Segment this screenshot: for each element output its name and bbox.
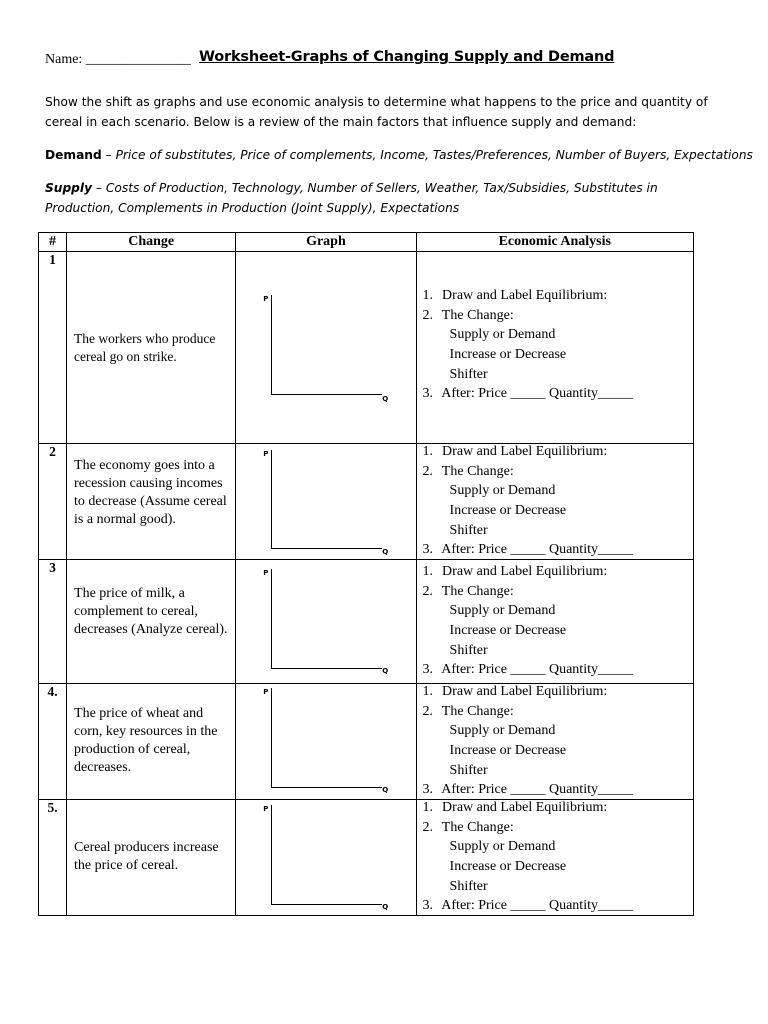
table-row — [39, 684, 694, 800]
analysis-steps — [423, 286, 689, 404]
quantity-axis-label: Q — [382, 903, 389, 911]
analysis-steps — [423, 682, 689, 800]
demand-factors: Price of substitutes, Price of complements, Income, Tastes/Preferences, Number of Buyers, Expectations — [115, 148, 753, 162]
analysis-option-supply-demand: Supply or Demand — [449, 327, 556, 343]
graph-axes — [271, 805, 382, 905]
column-header-analysis: Economic Analysis — [416, 233, 693, 252]
graph-axes — [271, 688, 382, 788]
table-row — [39, 800, 694, 916]
change-cell — [67, 252, 236, 444]
analysis-step-equilibrium: 1. Draw and Label Equilibrium: — [422, 564, 608, 579]
graph-axes — [271, 295, 382, 395]
analysis-cell — [416, 252, 693, 444]
change-text: The economy goes into a recession causing incomes to decrease (Assume cereal is a normal good). — [74, 458, 227, 527]
change-text: The workers who produce cereal go on strike. — [74, 331, 216, 364]
change-cell — [67, 560, 236, 684]
analysis-option-increase-decrease: Increase or Decrease — [449, 743, 567, 759]
quantity-axis-label: Q — [382, 395, 389, 403]
change-cell — [67, 684, 236, 800]
analysis-option-shifter: Shifter — [449, 878, 488, 894]
analysis-step-after: 3. After: Price _____ Quantity_____ — [422, 898, 633, 914]
change-cell — [67, 800, 236, 916]
graph-axes — [271, 450, 382, 549]
worksheet-title: Worksheet-Graphs of Changing Supply and Demand — [199, 49, 615, 65]
analysis-step-change: 2. The Change: — [422, 819, 514, 835]
quantity-axis-label: Q — [382, 548, 389, 556]
analysis-option-increase-decrease: Increase or Decrease — [449, 623, 567, 639]
table-row — [39, 252, 694, 444]
graph-cell[interactable] — [236, 444, 416, 560]
analysis-step-change: 2. The Change: — [422, 583, 514, 599]
analysis-option-supply-demand: Supply or Demand — [449, 723, 556, 739]
column-header-number: # — [39, 233, 67, 252]
change-text: The price of wheat and corn, key resources in the production of cereal, decreases. — [74, 706, 218, 775]
column-header-graph: Graph — [236, 233, 416, 252]
analysis-cell — [416, 444, 693, 560]
analysis-option-shifter: Shifter — [449, 522, 488, 538]
row-number: 3 — [39, 560, 67, 684]
worksheet-table — [38, 232, 694, 916]
analysis-steps — [423, 442, 689, 560]
analysis-option-increase-decrease: Increase or Decrease — [449, 503, 567, 519]
analysis-steps — [423, 798, 689, 916]
analysis-step-after: 3. After: Price _____ Quantity_____ — [422, 662, 633, 678]
analysis-step-equilibrium: 1. Draw and Label Equilibrium: — [422, 288, 608, 303]
row-number: 5. — [39, 800, 67, 916]
demand-factors-line — [45, 145, 753, 165]
price-axis-label: P — [263, 569, 269, 577]
analysis-step-after: 3. After: Price _____ Quantity_____ — [422, 386, 633, 402]
analysis-option-supply-demand: Supply or Demand — [449, 603, 556, 619]
analysis-cell — [416, 800, 693, 916]
supply-factors: Costs of Production, Technology, Number of Sellers, Weather, Tax/Subsidies, Substitutes in Production, Complements in Production (Joint Supply), Expectations — [45, 181, 658, 215]
worksheet-header — [45, 49, 725, 71]
analysis-step-equilibrium: 1. Draw and Label Equilibrium: — [422, 444, 608, 459]
analysis-cell — [416, 684, 693, 800]
row-number: 2 — [39, 444, 67, 560]
analysis-option-shifter: Shifter — [449, 366, 488, 382]
column-header-change: Change — [67, 233, 236, 252]
name-field-label: Name: _______________ — [45, 52, 191, 67]
analysis-option-increase-decrease: Increase or Decrease — [449, 859, 567, 875]
quantity-axis-label: Q — [382, 786, 389, 794]
analysis-option-supply-demand: Supply or Demand — [449, 839, 556, 855]
analysis-step-equilibrium: 1. Draw and Label Equilibrium: — [422, 800, 608, 815]
quantity-axis-label: Q — [382, 667, 389, 675]
price-axis-label: P — [263, 688, 269, 696]
analysis-option-shifter: Shifter — [449, 642, 488, 658]
graph-axes — [271, 569, 382, 669]
row-number: 4. — [39, 684, 67, 800]
analysis-step-equilibrium: 1. Draw and Label Equilibrium: — [422, 684, 608, 699]
supply-label: Supply — [45, 181, 93, 195]
graph-cell[interactable] — [236, 684, 416, 800]
analysis-option-increase-decrease: Increase or Decrease — [449, 347, 567, 363]
price-axis-label: P — [263, 450, 269, 458]
graph-cell[interactable] — [236, 560, 416, 684]
table-row — [39, 560, 694, 684]
change-text: The price of milk, a complement to cereal, decreases (Analyze cereal). — [74, 586, 228, 637]
analysis-option-shifter: Shifter — [449, 762, 488, 778]
graph-cell[interactable] — [236, 252, 416, 444]
change-cell — [67, 444, 236, 560]
analysis-option-supply-demand: Supply or Demand — [449, 483, 556, 499]
analysis-steps — [423, 562, 689, 680]
table-row — [39, 444, 694, 560]
price-axis-label: P — [263, 805, 269, 813]
table-header-row — [39, 233, 694, 252]
instructions-paragraph: Show the shift as graphs and use economic analysis to determine what happens to the price and quantity of cereal in each scenario. Below is a review of the main factors that influence supply and demand: — [45, 95, 708, 129]
change-text: Cereal producers increase the price of cereal. — [74, 840, 219, 873]
analysis-step-after: 3. After: Price _____ Quantity_____ — [422, 542, 633, 558]
demand-dash: – — [101, 148, 116, 162]
graph-cell[interactable] — [236, 800, 416, 916]
analysis-step-change: 2. The Change: — [422, 703, 514, 719]
analysis-step-change: 2. The Change: — [422, 307, 514, 323]
analysis-step-after: 3. After: Price _____ Quantity_____ — [422, 782, 633, 798]
supply-factors-line — [45, 178, 725, 218]
row-number: 1 — [39, 252, 67, 444]
analysis-cell — [416, 560, 693, 684]
analysis-step-change: 2. The Change: — [422, 463, 514, 479]
price-axis-label: P — [263, 295, 269, 303]
demand-label: Demand — [45, 148, 102, 162]
supply-dash: – — [92, 181, 106, 195]
